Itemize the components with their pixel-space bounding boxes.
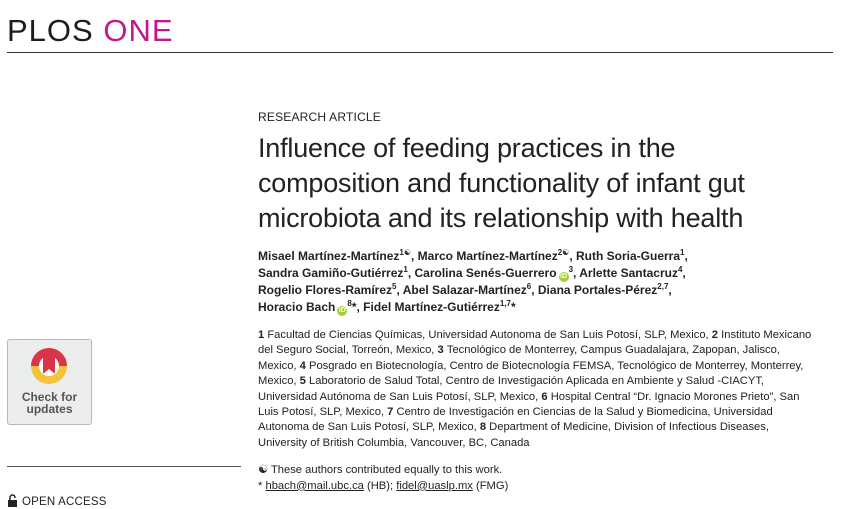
header-divider — [7, 52, 833, 53]
affil-number: 4 — [299, 359, 306, 372]
affil-text: Laboratorio de Salud Total, Centro de Investigación Aplicada en Ambiente y Salud -CIACYT, Universidad Autónoma de San Luis Potosí, SLP, Mexico, — [258, 375, 765, 403]
corresponding-mark: * — [510, 300, 516, 314]
affil-number: 6 — [541, 390, 548, 403]
author-name[interactable]: Sandra Gamiño-Gutiérrez — [258, 266, 404, 280]
logo-one: ONE — [103, 13, 174, 48]
affil-number: 5 — [299, 375, 306, 388]
author-affil-sup: 1 — [680, 248, 685, 257]
journal-logo[interactable] — [7, 13, 833, 49]
affil-text: Department of Medicine, Division of Infectious Diseases, University of British Columbia, Vancouver, BC, Canada — [258, 421, 769, 449]
author-name[interactable]: Marco Martínez-Martínez — [417, 249, 558, 263]
author-notes — [258, 463, 818, 494]
author-list: Misael Martínez-Martínez$^{1☯}$, Marco Martínez-Martínez$^{2☯}$, Ruth Soria-Guerra$^1$, Sandra Gamiño-Gutiérrez$^1$, Carolina Senés-Guerrero $iD^3$, Arlette Santacruz$^4$, Rogelio Flores-Ramírez$^5$, Abel Salazar-Martínez$^6$, Diana Portales-Pérez$^{2,7}$, Horacio Bach $iD^8*$, Fidel Martínez-Gutiérrez$^{1,7}$* — [258, 248, 688, 314]
sidebar-divider — [7, 466, 241, 467]
author-affil-sup: 4 — [677, 265, 683, 274]
author-affil-sup: 1,7 — [499, 299, 511, 308]
author-name[interactable]: Rogelio Flores-Ramírez — [258, 283, 393, 297]
author-affil-sup: 2☯ — [557, 248, 570, 257]
check-for-updates-button[interactable] — [7, 339, 92, 425]
corresponding-mark: * — [258, 479, 263, 492]
author-name[interactable]: Ruth Soria-Guerra — [576, 249, 681, 263]
email-link-hb[interactable]: hbach@mail.ubc.ca — [265, 479, 364, 492]
badge-line-2: updates — [26, 402, 73, 416]
email-suffix: (HB); — [363, 479, 397, 492]
orcid-icon[interactable]: iD — [560, 273, 568, 280]
email-link-fmg[interactable]: fidel@uaslp.mx — [396, 479, 473, 492]
correspondence-note — [258, 479, 818, 494]
equal-contribution-symbol: ☯ — [258, 464, 269, 477]
author-name[interactable]: Arlette Santacruz — [579, 266, 678, 280]
affil-number: 1 — [258, 329, 265, 341]
affil-number: 7 — [387, 406, 394, 419]
affil-number: 8 — [479, 421, 487, 434]
open-access-label — [7, 494, 107, 508]
author-name[interactable]: Fidel Martínez-Gutiérrez — [363, 300, 500, 314]
corresponding-mark: * — [351, 300, 357, 314]
author-name[interactable]: Diana Portales-Pérez — [537, 283, 658, 297]
open-access-text: OPEN ACCESS — [22, 496, 107, 508]
affil-text: Centro de Investigación en Ciencias de la Salud y Biomedicina, Universidad Autonoma de San Luis Potosí, SLP, Mexico, — [258, 406, 773, 434]
author-affil-sup: 2,7 — [657, 282, 669, 291]
article-title: Influence of feeding practices in the composition and functionality of infant gut microbiota and its relationship with health — [258, 133, 745, 233]
author-name[interactable]: Abel Salazar-Martínez — [402, 283, 527, 297]
logo-plos: PLOS — [7, 13, 94, 48]
affil-number: 2 — [711, 329, 718, 341]
equal-contribution-text: These authors contributed equally to this work. — [270, 464, 503, 477]
author-affil-sup: 1☯ — [399, 248, 411, 257]
affil-text: Tecnológico de Monterrey, Campus Guadalajara, Zapopan, Jalisco, Mexico, — [258, 344, 780, 372]
author-affil-sup: 5 — [392, 282, 397, 291]
affiliation-list — [258, 328, 818, 451]
affil-text: Instituto Mexicano del Seguro Social, Torreón, Mexico, — [258, 329, 812, 357]
affil-text: Facultad de Ciencias Químicas, Universidad Autonoma de San Luis Potosí, SLP, Mexico, — [267, 329, 709, 341]
affil-text: Posgrado en Biotecnología, Centro de Biotecnología FEMSA, Tecnológico de Monterrey, Monterrey, Mexico, — [258, 359, 804, 388]
orcid-icon[interactable]: iD — [338, 307, 346, 314]
author-affil-sup: 8 — [347, 299, 352, 308]
author-affil-sup: 6 — [526, 282, 532, 291]
author-name[interactable]: Horacio Bach — [258, 300, 336, 314]
affil-text: Hospital Central “Dr. Ignacio Morones Prieto”, San Luis Potosí, SLP, Mexico, — [258, 390, 800, 419]
crossmark-icon — [29, 346, 69, 386]
lock-open-icon — [7, 494, 18, 507]
badge-line-1: Check for — [21, 390, 78, 404]
article-type: RESEARCH ARTICLE — [258, 110, 382, 124]
badge-label — [8, 391, 91, 415]
author-affil-sup: 1 — [403, 265, 408, 274]
author-name[interactable]: Carolina Senés-Guerrero — [414, 266, 557, 280]
journal-header — [7, 13, 833, 49]
author-affil-sup: 3 — [568, 265, 574, 274]
equal-contribution-note — [258, 463, 818, 478]
affil-number: 3 — [437, 344, 444, 357]
email-suffix: (FMG) — [472, 479, 509, 492]
author-name[interactable]: Misael Martínez-Martínez — [258, 249, 400, 263]
article-main — [258, 110, 818, 494]
